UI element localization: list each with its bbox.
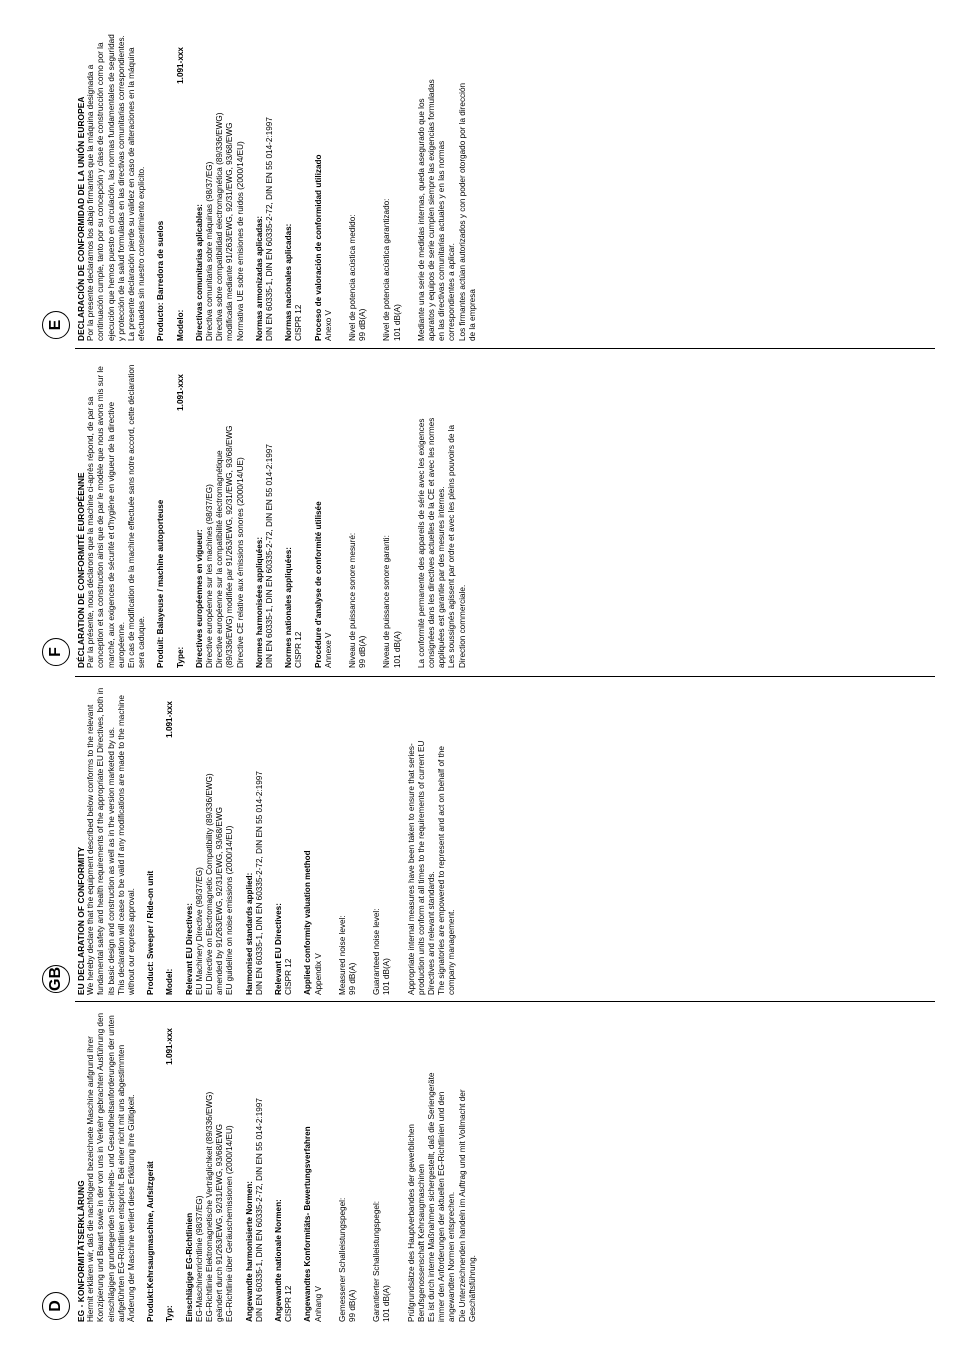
national-value-gb: CISPR 12 (284, 958, 294, 995)
language-badge-e: E (42, 311, 70, 339)
closing-line-d: Berufsgenossenschaft Kehrsaugmaschinen (416, 1164, 426, 1322)
divider-gb-f (75, 676, 935, 677)
method-label-gb: Applied conformity valuation method (303, 850, 313, 995)
closing-line-d: Es ist durch interne Maßnahmen sichergestellt, daß die Seriengeräte (427, 1072, 437, 1322)
product-value-e: Barredora de suelos (156, 220, 166, 301)
declaration-block-e (47, 29, 516, 341)
product-value-d: Kehrsaugmaschine, Aufsitzgerät (146, 1161, 156, 1289)
product-value-f: Balayeuse / machine autoporteuse (156, 499, 166, 635)
harmonised-value-f: DIN EN 60335-1, DIN EN 60335-2-72, DIN EN 55 014-2:1997 (265, 444, 275, 668)
directive-line-gb: EU Directive on Electromagnetic Compatibility (89/336/EWG) (205, 773, 215, 995)
directives-label-f: Directives européennes en vigueur: (194, 529, 204, 668)
directive-line-e: Normativa UE sobre emisiones de ruidos (2000/14/EU) (235, 141, 245, 341)
national-value-f: CISPR 12 (294, 631, 304, 668)
declaration-content-e (76, 29, 478, 341)
closing-line-f: La conformité permanente des appareils de série avec les exigences (416, 418, 426, 668)
closing-line-gb: production units conform at all times to the requirements of current EU (416, 740, 426, 995)
declaration-block-d (47, 1010, 516, 1322)
declaration-intro2-gb: This declaration will cease to be valid if any modifications are made to the machine without our express approval. (116, 695, 137, 995)
method-value-gb: Appendix V (313, 953, 323, 995)
harmonised-label-e: Normas armonizadas aplicadas: (254, 215, 264, 341)
type-value-gb: 1.091-xxx (165, 701, 175, 738)
national-value-e: CISPR 12 (294, 304, 304, 341)
declaration-intro2-f: En cas de modification de la machine effectuée sans notre accord, cette déclaration sera caduque. (127, 364, 147, 668)
directive-line-d: geändert durch 91/263/EWG, 92/31/EWG, 93/68/EWG (215, 1124, 225, 1322)
closing-line-d: angewandten Normen entsprechen. (447, 1191, 457, 1322)
type-label-d: Typ: (165, 1305, 175, 1322)
closing-line-f: Les soussignés agissent par ordre et avec les pleins pouvoirs de la (447, 424, 457, 668)
closing-line-gb: company management. (447, 909, 457, 995)
directive-line-f: Directive européenne sur la compatibilité électromagnétique (215, 450, 225, 668)
closing-line-f: appliquées est garantie par des mesures internes. (437, 486, 447, 668)
directive-line-gb: amended by 91/263/EWG, 92/31/EWG, 93/68/EWG (215, 807, 225, 995)
type-value-e: 1.091-xxx (175, 47, 185, 84)
national-label-f: Normes nationales appliquées: (284, 546, 294, 668)
product-label-gb: Product: (146, 961, 156, 995)
product-value-gb: Sweeper / Ride-on unit (146, 870, 156, 960)
directive-line-e: modificada mediante 91/263/EWG, 92/31/EWG, 93/68/EWG (225, 122, 235, 341)
closing-line-e: en las directivas comunitarias actuales y en las normas (437, 140, 447, 341)
harmonised-label-f: Normes harmonisées appliquées: (254, 536, 264, 668)
declaration-content-f (76, 356, 468, 668)
declaration-block-f (47, 356, 516, 668)
guaranteed-value-d: 101 dB(A) (382, 1285, 392, 1322)
directive-line-d: EG-Maschinenrichtlinie (98/37/EG) (194, 1195, 204, 1322)
method-label-f: Procédure d'analyse de conformité utilisée (313, 501, 323, 668)
closing-line-f: Direction commerciale. (457, 584, 467, 668)
directive-line-d: EG-Richtlinie Elektromagnetische Verträglichkeit (89/336/EWG) (205, 1091, 215, 1322)
type-label-gb: Model: (165, 968, 175, 995)
declaration-title-e: DECLARACIÓN DE CONFORMIDAD DE LA UNIÓN EUROPEA (76, 96, 86, 341)
directive-line-d: EG-Richtlinie über Geräuschemissionen (2000/14/EU) (225, 1125, 235, 1322)
closing-line-d: Geschäftsführung. (467, 1255, 477, 1322)
product-label-d: Produkt: (146, 1288, 156, 1322)
closing-line-e: aparatos y equipos de serie cumplen siempre las exigencias formuladas (427, 79, 437, 341)
directives-label-d: Einschlägige EG-Richtlinien (184, 1212, 194, 1322)
method-value-e: Anexo V (323, 310, 333, 341)
closing-line-d: Die Unterzeichnenden handeln im Auftrag und mit Vollmacht der (457, 1089, 467, 1322)
national-value-d: CISPR 12 (284, 1285, 294, 1322)
declaration-intro-gb: We hereby declare that the equipment described below conforms to the relevant fundamental safety and health requirements of the appropriate EU Directives, both in its basic design and construction as well as in the version marketed by us. (86, 687, 116, 995)
closing-line-f: consignées dans les directives actuelles de la CE et avec les normes (427, 417, 437, 668)
directive-line-f: Directive CE relative aux émissions sonores (2000/14/UE) (235, 457, 245, 668)
closing-line-e: correspondientes a aplicar. (447, 243, 457, 341)
harmonised-value-gb: DIN EN 60335-1, DIN EN 60335-2-72, DIN EN 55 014-2:1997 (254, 771, 264, 995)
declaration-content-gb (76, 683, 458, 995)
harmonised-label-gb: Harmonised standards applied: (244, 872, 254, 995)
harmonised-value-e: DIN EN 60335-1, DIN EN 60335-2-72, DIN EN 55 014-2:1997 (265, 117, 275, 341)
harmonised-value-d: DIN EN 60335-1, DIN EN 60335-2-72, DIN EN 55 014-2:1997 (254, 1098, 264, 1322)
declaration-content-d (76, 1010, 478, 1322)
closing-line-d: immer den Anforderungen der aktuellen EG-Richtlinien und den (437, 1091, 447, 1322)
directive-line-f: Directive européenne sur les machines (98/37/EG) (205, 484, 215, 668)
closing-line-gb: Appropriate internal measures have been taken to ensure that series- (406, 743, 416, 995)
guaranteed-label-gb: Guaranteed noise level: (372, 908, 382, 995)
directive-line-f: (89/336/EWG) modifiée par 91/263/EWG, 92/31/EWG, 93/68/EWG (225, 425, 235, 668)
directives-label-e: Directivas comunitarias aplicables: (194, 204, 204, 341)
closing-line-e: Mediante una serie de medidas internas, queda asegurado que los (416, 98, 426, 341)
measured-label-d: Gemessener Schalleistungspegel: (337, 1197, 347, 1322)
closing-line-gb: The signatories are empowered to represent and act on behalf of the (437, 746, 447, 995)
declaration-title-d: EG - KONFORMITÄTSERKLÄRUNG (76, 1180, 86, 1322)
declaration-intro-f: Par la présente, nous déclarons que la machine ci-après répond, de par sa conception et sa construction ainsi que de par le modèle que nous avons mis sur le marché, aux exigences de sécurité et d'hygiène en vigueur de la directive européenne. (86, 366, 126, 668)
closing-line-e: de la empresa (467, 289, 477, 341)
type-value-d: 1.091-xxx (165, 1028, 175, 1065)
guaranteed-value-gb: 101 dB(A) (382, 958, 392, 995)
declaration-block-gb (47, 683, 516, 995)
declaration-title-f: DÉCLARATION DE CONFORMITÉ EUROPÉENNE (76, 472, 86, 668)
guaranteed-label-d: Garantierter Schalleistungspegel: (372, 1200, 382, 1322)
divider-f-e (75, 348, 935, 349)
method-label-e: Proceso de valoración de conformidad utilizado (313, 154, 323, 341)
language-badge-gb: GB (42, 965, 70, 993)
declaration-intro-e: Por la presente declaramos los abajo firmantes que la máquina designada a continuación cumple, tanto por su concepción y clase de construcción como por la ejecución que hemos puesto en circulación, las normas fundamentales de seguridad y protección de la salud formuladas en las directivas comunitarias correspondientes. (86, 34, 126, 341)
method-label-d: Angewandtes Konformitäts- Bewertungsverfahren (303, 1126, 313, 1322)
type-label-f: Type: (175, 646, 185, 668)
closing-line-d: Prüfgrundsätze des Hauptverbandes der gewerblichen (406, 1124, 416, 1322)
closing-line-e: Los firmantes actúan autorizados y con poder otorgado por la dirección (457, 82, 467, 341)
measured-label-f: Niveau de puissance sonore mesuré: (348, 532, 358, 668)
type-label-e: Modelo: (175, 309, 185, 341)
directive-line-e: Directiva sobre compatibilidad electromagnética (89/336/EWG) (215, 112, 225, 341)
product-label-f: Produit: (156, 636, 166, 668)
measured-value-e: 99 dB(A) (358, 308, 368, 341)
directive-line-gb: EU Machinery Directive (98/37/EG) (194, 867, 204, 995)
guaranteed-value-f: 101 dB(A) (392, 631, 402, 668)
directives-label-gb: Relevant EU Directives: (184, 903, 194, 995)
divider-d-gb (75, 1001, 935, 1002)
measured-value-f: 99 dB(A) (358, 635, 368, 668)
declaration-title-gb: EU DECLARATION OF CONFORMITY (76, 846, 86, 995)
harmonised-label-d: Angewandte harmonisierte Normen: (244, 1180, 254, 1322)
guaranteed-label-e: Nivel de potencia acústica garantizado: (382, 198, 392, 341)
directive-line-gb: EU guideline on noise emissions (2000/14/EU) (225, 825, 235, 995)
method-value-d: Anhang V (313, 1286, 323, 1322)
measured-value-gb: 99 dB(A) (348, 962, 358, 995)
type-value-f: 1.091-xxx (175, 374, 185, 411)
national-label-gb: Relevant EU Directives: (274, 903, 284, 995)
closing-line-gb: Directives and relevant standards. (427, 871, 437, 995)
language-badge-f: F (42, 638, 70, 666)
declaration-intro-d: Hiermit erklären wir, daß die nachfolgend bezeichnete Maschine aufgrund ihrer Konzipierung und Bauart sowie in der von uns in Verkehr gebrachten Ausführung den einschlägigen grundlegenden Sicherheits- und Gesundheitsanforderungen der unten aufgeführten EG-Richtlinien entspricht. Bei einer nicht mit uns abgestimmten Änderung der Maschine verliert diese Erklärung ihre Gültigkeit. (86, 1012, 137, 1322)
product-label-e: Producto: (156, 302, 166, 341)
measured-label-e: Nivel de potencia acústica medido: (348, 214, 358, 341)
method-value-f: Annexe V (323, 632, 333, 668)
measured-value-d: 99 dB(A) (348, 1289, 358, 1322)
guaranteed-label-f: Niveau de puissance sonore garanti: (382, 535, 392, 668)
national-label-d: Angewandte nationale Normen: (274, 1199, 284, 1322)
guaranteed-value-e: 101 dB(A) (392, 304, 402, 341)
measured-label-gb: Measured noise level: (337, 915, 347, 995)
language-badge-d: D (42, 1292, 70, 1320)
national-label-e: Normas nacionales aplicadas: (284, 223, 294, 341)
declaration-intro2-e: La presente declaración pierde su validez en caso de alteraciones en la máquina efectuadas sin nuestro consentimiento explícito. (127, 47, 147, 341)
directive-line-e: Directiva comunitaria sobre máquinas (98/37/EG) (205, 161, 215, 341)
